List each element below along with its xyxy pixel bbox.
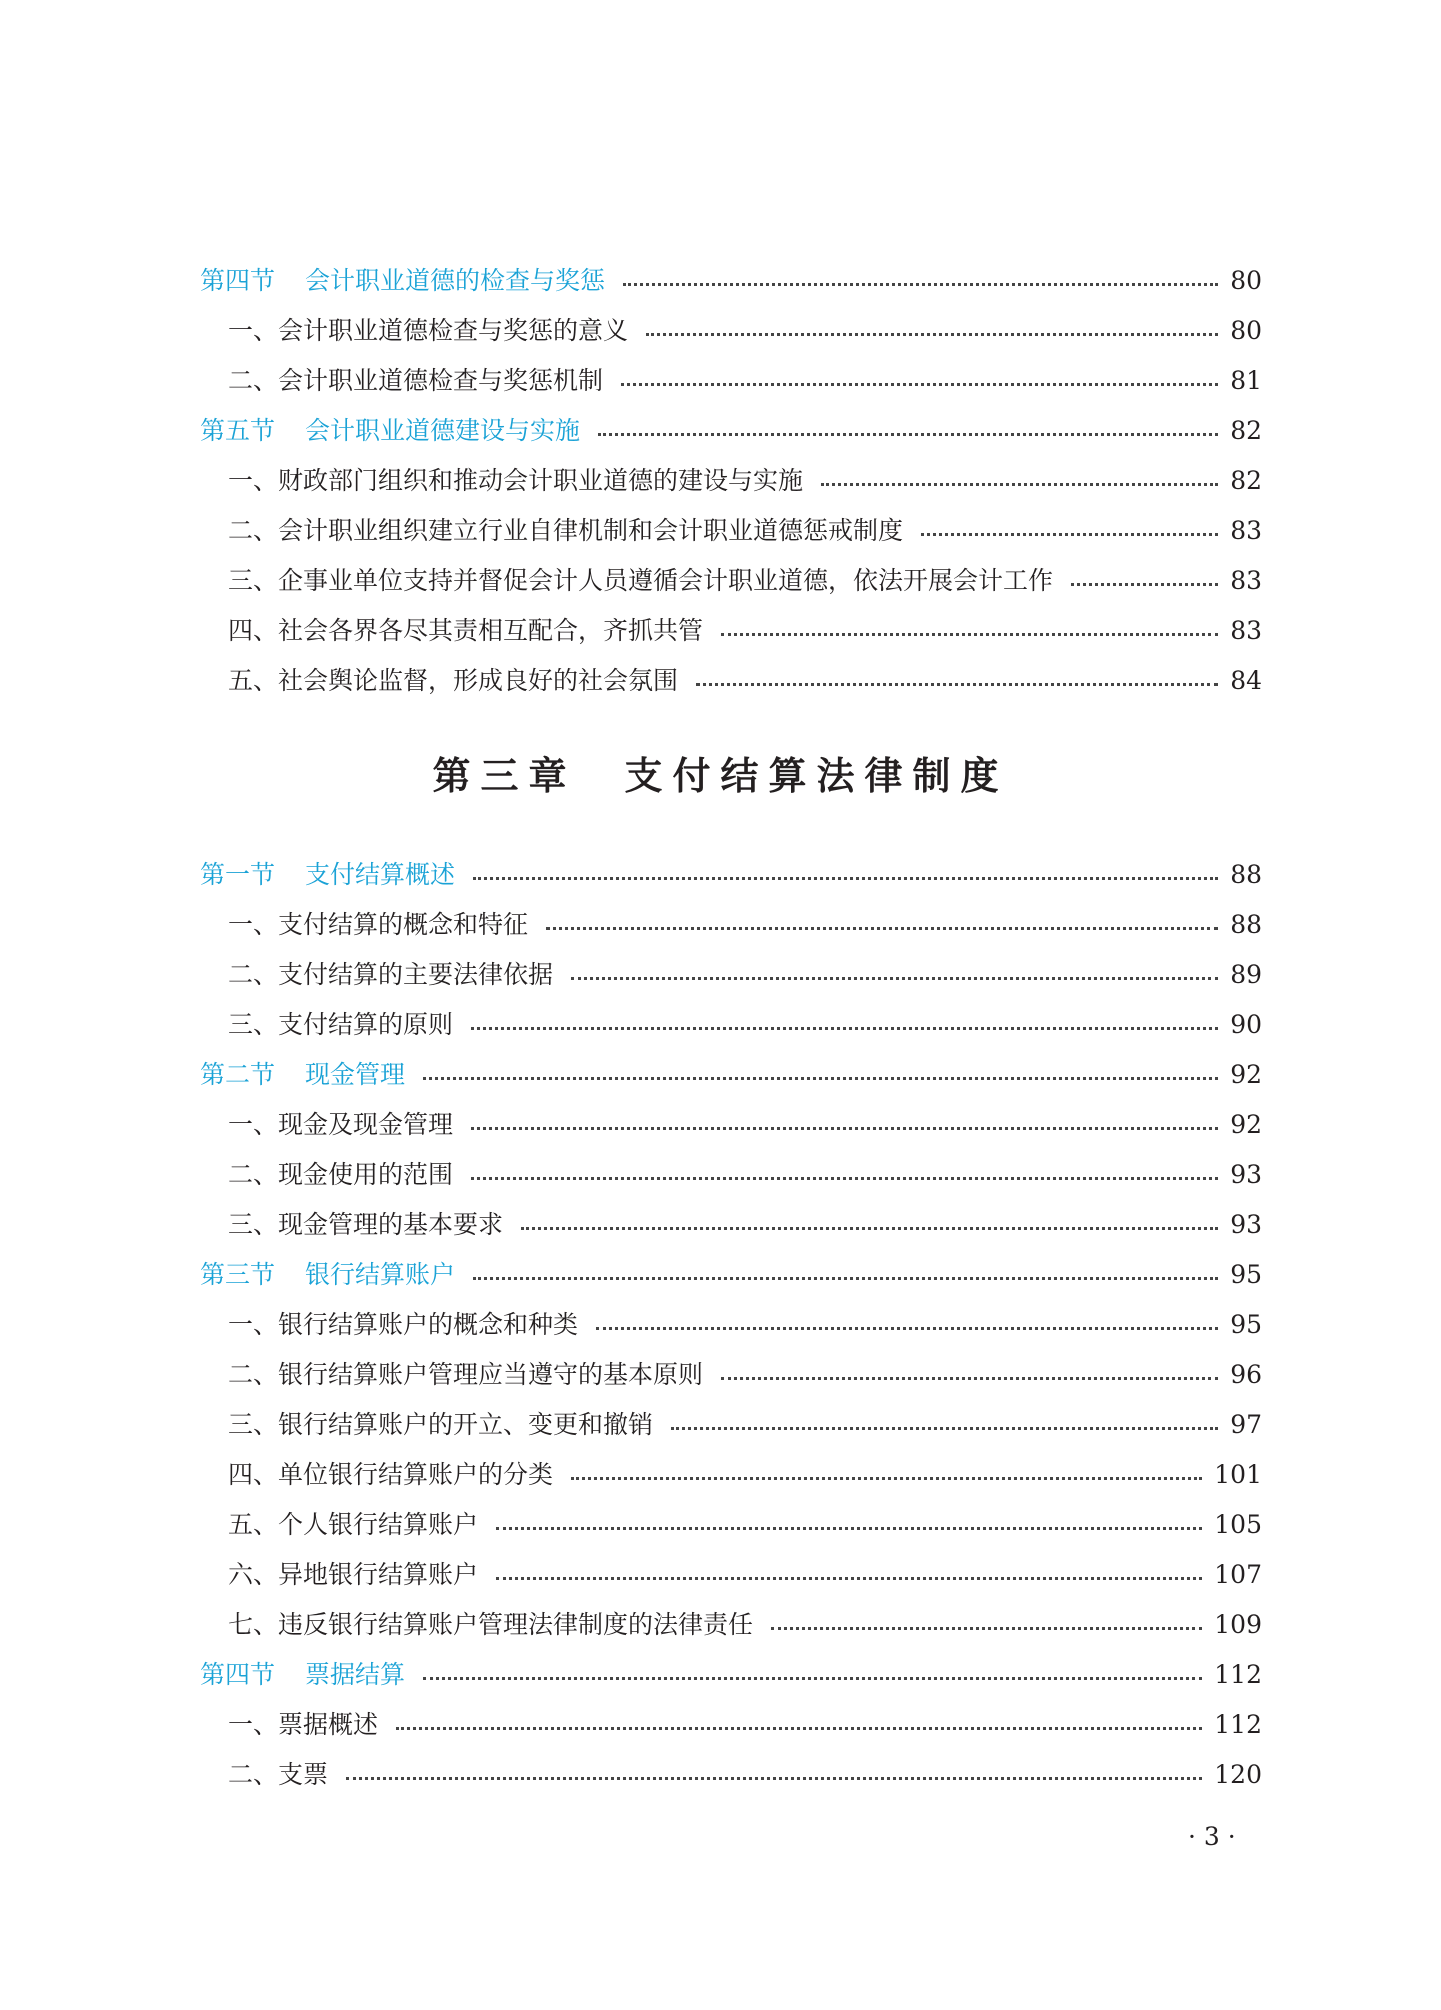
toc-entry-label: 第五节 bbox=[200, 416, 276, 445]
toc-page-number: 80 bbox=[1230, 316, 1262, 345]
toc-entry-label: 二、 bbox=[228, 960, 279, 989]
dot-leader bbox=[671, 1427, 1218, 1430]
toc-entry-text: 异地银行结算账户 bbox=[278, 1560, 479, 1589]
dot-leader bbox=[473, 1277, 1218, 1280]
toc-page-number: 92 bbox=[1230, 1110, 1262, 1139]
toc-entry-title bbox=[228, 1500, 478, 1550]
dot-leader bbox=[771, 1627, 1202, 1630]
toc-entry-title bbox=[200, 1650, 405, 1700]
toc-entry-title bbox=[228, 1200, 503, 1250]
toc-entry-text: 支付结算概述 bbox=[305, 860, 456, 889]
toc-entry-label: 第一节 bbox=[200, 860, 276, 889]
toc-page-number: 120 bbox=[1214, 1760, 1262, 1789]
toc-item-entry bbox=[200, 1400, 1262, 1450]
toc-page-number: 80 bbox=[1230, 266, 1262, 295]
toc-entry-text: 个人银行结算账户 bbox=[278, 1510, 479, 1539]
dot-leader bbox=[423, 1077, 1218, 1080]
toc-entry-text: 支付结算的原则 bbox=[278, 1010, 454, 1039]
toc-page-number: 89 bbox=[1230, 960, 1262, 989]
toc-entry-label: 三、 bbox=[228, 566, 279, 595]
toc-entry-text: 银行结算账户的概念和种类 bbox=[278, 1310, 579, 1339]
toc-entry-text: 银行结算账户 bbox=[305, 1260, 456, 1289]
toc-entry-label: 二、 bbox=[228, 1160, 279, 1189]
toc-page-number: 88 bbox=[1230, 910, 1262, 939]
toc-item-entry bbox=[200, 356, 1262, 406]
toc-entry-label: 二、 bbox=[228, 1760, 279, 1789]
toc-section-entry bbox=[200, 1250, 1262, 1300]
toc-entry-text: 会计职业道德检查与奖惩机制 bbox=[278, 366, 604, 395]
toc-page-number: 109 bbox=[1214, 1610, 1262, 1639]
toc-entry-label: 三、 bbox=[228, 1010, 279, 1039]
toc-entry-title bbox=[228, 456, 803, 506]
dot-leader bbox=[521, 1227, 1218, 1230]
toc-page-number: 83 bbox=[1230, 566, 1262, 595]
toc-entry-text: 企事业单位支持并督促会计人员遵循会计职业道德，依法开展会计工作 bbox=[278, 566, 1054, 595]
toc-entry-label: 七、 bbox=[228, 1610, 279, 1639]
dot-leader bbox=[721, 1377, 1218, 1380]
toc-item-entry bbox=[200, 556, 1262, 606]
dot-leader bbox=[646, 333, 1218, 336]
toc-entry-label: 二、 bbox=[228, 1360, 279, 1389]
toc-entry-label: 第四节 bbox=[200, 266, 276, 295]
toc-entry-label: 一、 bbox=[228, 1310, 279, 1339]
dot-leader bbox=[471, 1177, 1218, 1180]
chapter-heading bbox=[0, 745, 1441, 800]
toc-item-entry bbox=[200, 656, 1262, 706]
toc-page-number: 95 bbox=[1230, 1310, 1262, 1339]
toc-entry-text: 社会各界各尽其责相互配合，齐抓共管 bbox=[278, 616, 704, 645]
toc-entry-label: 第二节 bbox=[200, 1060, 276, 1089]
toc-page-number: 107 bbox=[1214, 1560, 1262, 1589]
toc-entry-text: 现金管理 bbox=[305, 1060, 406, 1089]
toc-entry-title bbox=[228, 556, 1053, 606]
chapter-title: 支付结算法律制度 bbox=[624, 753, 1009, 798]
toc-section-entry bbox=[200, 256, 1262, 306]
toc-entry-text: 银行结算账户的开立、变更和撤销 bbox=[278, 1410, 654, 1439]
toc-item-entry bbox=[200, 1600, 1262, 1650]
toc-page-number: 95 bbox=[1230, 1260, 1262, 1289]
toc-entry-label: 一、 bbox=[228, 466, 279, 495]
toc-list-part2 bbox=[200, 850, 1262, 1800]
dot-leader bbox=[471, 1127, 1218, 1130]
toc-item-entry bbox=[200, 1300, 1262, 1350]
toc-entry-title bbox=[228, 1550, 478, 1600]
toc-entry-label: 三、 bbox=[228, 1210, 279, 1239]
toc-entry-title bbox=[200, 406, 580, 456]
toc-entry-title bbox=[228, 1450, 553, 1500]
toc-page-number: 112 bbox=[1214, 1710, 1262, 1739]
chapter-number: 第三章 bbox=[432, 753, 577, 798]
toc-entry-text: 支付结算的概念和特征 bbox=[278, 910, 529, 939]
dot-leader bbox=[396, 1727, 1202, 1730]
toc-entry-text: 现金及现金管理 bbox=[278, 1110, 454, 1139]
toc-item-entry bbox=[200, 1100, 1262, 1150]
toc-item-entry bbox=[200, 1750, 1262, 1800]
dot-leader bbox=[623, 283, 1218, 286]
toc-section-entry bbox=[200, 850, 1262, 900]
toc-entry-label: 四、 bbox=[228, 1460, 279, 1489]
toc-entry-title bbox=[228, 1700, 378, 1750]
toc-page-number: 82 bbox=[1230, 416, 1262, 445]
toc-item-entry bbox=[200, 456, 1262, 506]
toc-item-entry bbox=[200, 1700, 1262, 1750]
toc-entry-text: 现金使用的范围 bbox=[278, 1160, 454, 1189]
toc-entry-title bbox=[228, 656, 678, 706]
toc-entry-title bbox=[228, 606, 703, 656]
dot-leader bbox=[821, 483, 1218, 486]
toc-entry-text: 会计职业道德检查与奖惩的意义 bbox=[278, 316, 629, 345]
toc-item-entry bbox=[200, 606, 1262, 656]
dot-leader bbox=[473, 877, 1218, 880]
toc-item-entry bbox=[200, 1350, 1262, 1400]
dot-leader bbox=[598, 433, 1218, 436]
toc-entry-title bbox=[228, 1750, 328, 1800]
toc-entry-title bbox=[228, 1000, 453, 1050]
toc-entry-label: 四、 bbox=[228, 616, 279, 645]
toc-entry-title bbox=[228, 900, 528, 950]
toc-list-part1 bbox=[200, 256, 1262, 706]
toc-entry-title bbox=[228, 1300, 578, 1350]
toc-entry-title bbox=[228, 506, 903, 556]
toc-entry-title bbox=[200, 256, 605, 306]
toc-item-entry bbox=[200, 950, 1262, 1000]
toc-entry-text: 支付结算的主要法律依据 bbox=[278, 960, 554, 989]
dot-leader bbox=[1071, 583, 1218, 586]
toc-entry-label: 二、 bbox=[228, 516, 279, 545]
toc-entry-title bbox=[200, 1250, 455, 1300]
toc-item-entry bbox=[200, 1450, 1262, 1500]
dot-leader bbox=[921, 533, 1218, 536]
toc-page-number: 96 bbox=[1230, 1360, 1262, 1389]
toc-entry-text: 会计职业道德建设与实施 bbox=[305, 416, 581, 445]
dot-leader bbox=[346, 1777, 1202, 1780]
toc-entry-text: 违反银行结算账户管理法律制度的法律责任 bbox=[278, 1610, 754, 1639]
toc-entry-label: 一、 bbox=[228, 910, 279, 939]
toc-entry-title bbox=[228, 1150, 453, 1200]
toc-entry-label: 五、 bbox=[228, 1510, 279, 1539]
dot-leader bbox=[721, 633, 1218, 636]
toc-item-entry bbox=[200, 1000, 1262, 1050]
toc-page-number: 101 bbox=[1214, 1460, 1262, 1489]
toc-entry-label: 一、 bbox=[228, 1710, 279, 1739]
dot-leader bbox=[621, 383, 1218, 386]
toc-entry-text: 单位银行结算账户的分类 bbox=[278, 1460, 554, 1489]
toc-section-entry bbox=[200, 1650, 1262, 1700]
toc-entry-text: 票据结算 bbox=[305, 1660, 406, 1689]
toc-entry-title bbox=[228, 1600, 753, 1650]
toc-page-number: 97 bbox=[1230, 1410, 1262, 1439]
toc-item-entry bbox=[200, 900, 1262, 950]
dot-leader bbox=[496, 1527, 1202, 1530]
toc-item-entry bbox=[200, 1150, 1262, 1200]
toc-entry-label: 第三节 bbox=[200, 1260, 276, 1289]
toc-entry-label: 一、 bbox=[228, 1110, 279, 1139]
dot-leader bbox=[696, 683, 1218, 686]
toc-entry-text: 现金管理的基本要求 bbox=[278, 1210, 504, 1239]
toc-entry-text: 会计职业组织建立行业自律机制和会计职业道德惩戒制度 bbox=[278, 516, 904, 545]
toc-item-entry bbox=[200, 506, 1262, 556]
toc-page-number: 90 bbox=[1230, 1010, 1262, 1039]
dot-leader bbox=[496, 1577, 1202, 1580]
toc-page-number: 105 bbox=[1214, 1510, 1262, 1539]
toc-section-entry bbox=[200, 406, 1262, 456]
toc-page-number: 93 bbox=[1230, 1160, 1262, 1189]
toc-entry-label: 五、 bbox=[228, 666, 279, 695]
toc-page-number: 88 bbox=[1230, 860, 1262, 889]
toc-page-number: 93 bbox=[1230, 1210, 1262, 1239]
toc-page-number: 81 bbox=[1230, 366, 1262, 395]
toc-entry-label: 一、 bbox=[228, 316, 279, 345]
toc-entry-text: 社会舆论监督，形成良好的社会氛围 bbox=[278, 666, 679, 695]
toc-page-number: 92 bbox=[1230, 1060, 1262, 1089]
toc-entry-title bbox=[200, 1050, 405, 1100]
toc-entry-title bbox=[200, 850, 455, 900]
toc-entry-label: 六、 bbox=[228, 1560, 279, 1589]
toc-item-entry bbox=[200, 306, 1262, 356]
toc-entry-title bbox=[228, 356, 603, 406]
toc-page-number: 82 bbox=[1230, 466, 1262, 495]
toc-section-entry bbox=[200, 1050, 1262, 1100]
page-number-footer: · 3 · bbox=[1188, 1822, 1236, 1851]
toc-entry-text: 票据概述 bbox=[278, 1710, 379, 1739]
toc-page-number: 83 bbox=[1230, 516, 1262, 545]
toc-entry-text: 银行结算账户管理应当遵守的基本原则 bbox=[278, 1360, 704, 1389]
dot-leader bbox=[423, 1677, 1202, 1680]
dot-leader bbox=[571, 977, 1218, 980]
dot-leader bbox=[546, 927, 1218, 930]
toc-entry-text: 支票 bbox=[278, 1760, 329, 1789]
toc-page-number: 83 bbox=[1230, 616, 1262, 645]
toc-entry-label: 第四节 bbox=[200, 1660, 276, 1689]
toc-entry-title bbox=[228, 306, 628, 356]
dot-leader bbox=[471, 1027, 1218, 1030]
toc-entry-text: 财政部门组织和推动会计职业道德的建设与实施 bbox=[278, 466, 804, 495]
toc-page-number: 84 bbox=[1230, 666, 1262, 695]
toc-entry-label: 三、 bbox=[228, 1410, 279, 1439]
toc-item-entry bbox=[200, 1500, 1262, 1550]
toc-item-entry bbox=[200, 1200, 1262, 1250]
toc-entry-title bbox=[228, 1350, 703, 1400]
toc-entry-title bbox=[228, 950, 553, 1000]
dot-leader bbox=[596, 1327, 1218, 1330]
dot-leader bbox=[571, 1477, 1202, 1480]
toc-entry-text: 会计职业道德的检查与奖惩 bbox=[305, 266, 606, 295]
toc-entry-label: 二、 bbox=[228, 366, 279, 395]
toc-page-number: 112 bbox=[1214, 1660, 1262, 1689]
toc-entry-title bbox=[228, 1400, 653, 1450]
toc-entry-title bbox=[228, 1100, 453, 1150]
toc-item-entry bbox=[200, 1550, 1262, 1600]
